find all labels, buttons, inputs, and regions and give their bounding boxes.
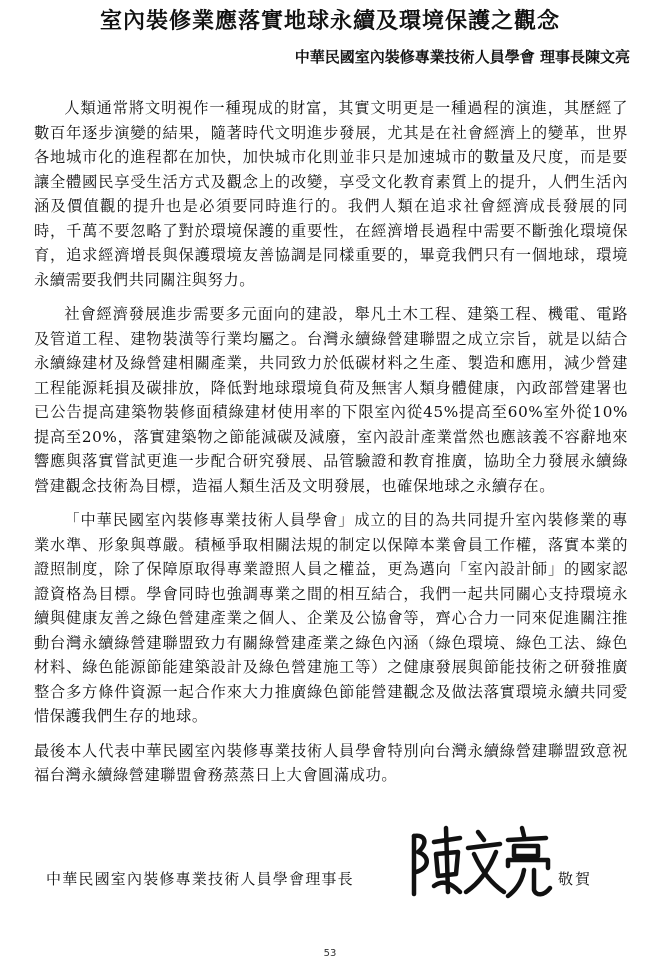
- handwritten-signature: [404, 822, 554, 902]
- closing-organization: 中華民國室內裝修專業技術人員學會理事長: [46, 870, 354, 888]
- paragraph-4: 最後本人代表中華民國室內裝修專業技術人員學會特別向台灣永續綠營建聯盟致意祝福台灣永續綠營建聯盟會務蒸蒸日上大會圓滿成功。: [34, 741, 628, 784]
- closing-block: [46, 862, 606, 902]
- document-body: [34, 96, 628, 798]
- paragraph-3: 「中華民國室內裝修專業技術人員學會」成立的目的為共同提升室內裝修業的專業水準、形象與尊嚴。積極爭取相關法規的制定以保障本業會員工作權，落實本業的證照制度，除了保障原取得專業證照人員之權益，更為邁向「室內設計師」的國家認證資格為目標。學會同時也強調專業之間的相互結合，我們一起共同關心支持環境永續與健康友善之綠色營建產業之個人、企業及公協會等，齊心合力一同來促進關注推動台灣永續綠營建聯盟致力有關綠營建產業之綠色內涵（綠色環境、綠色工法、綠色材料、綠色能源節能建築設計及綠色營建施工等）之健康發展與節能技術之研發推廣整合多方條件資源一起合作來大力推廣綠色節能營建觀念及做法落實環境永續共同愛惜保護我們生存的地球。: [34, 511, 628, 725]
- document-title: 室內裝修業應落實地球永續及環境保護之觀念: [99, 8, 560, 34]
- page-number: 53: [323, 948, 337, 959]
- closing-greeting: 敬賀: [558, 870, 593, 888]
- paragraph-1: 人類通常將文明視作一種現成的財富，其實文明更是一種過程的演進，其歷經了數百年逐步演變的結果，隨著時代文明進步發展，尤其是在社會經濟上的變革，世界各地城市化的進程都在加快，加快城市化則並非只是加速城市的數量及尺度，而是要讓全體國民享受生活方式及觀念上的改變，享受文化教育素質上的提升，人們生活內涵及價值觀的提升也是必須要同時進行的。我們人類在追求社會經濟成長發展的同時，千萬不要忽略了對於環境保護的重要性，在經濟增長過程中需要不斷強化環境保育，追求經濟增長與保護環境友善協調是同樣重要的，畢竟我們只有一個地球，環境永續需要我們共同關注與努力。: [34, 99, 628, 289]
- author-line: 中華民國室內裝修專業技術人員學會 理事長陳文亮: [294, 48, 630, 66]
- paragraph-2: 社會經濟發展進步需要多元面向的建設，舉凡土木工程、建築工程、機電、電路及管道工程、建物裝潢等行業均屬之。台灣永續綠營建聯盟之成立宗旨，就是以結合永續綠建材及綠營建相關產業，共同致力於低碳材料之生產、製造和應用，減少營建工程能源耗損及碳排放，降低對地球環境負荷及無害人類身體健康，內政部營建署也已公告提高建築物裝修面積綠建材使用率的下限室內從45%提高至60%室外從10%提高至20%，落實建築物之節能減碳及減廢，室內設計產業當然也應該義不容辭地來響應與落實嘗試更進一步配合研究發展、品管驗證和教育推廣，協助全力發展永續綠營建觀念技術為目標，造福人類生活及文明發展，也確保地球之永續存在。: [34, 305, 628, 495]
